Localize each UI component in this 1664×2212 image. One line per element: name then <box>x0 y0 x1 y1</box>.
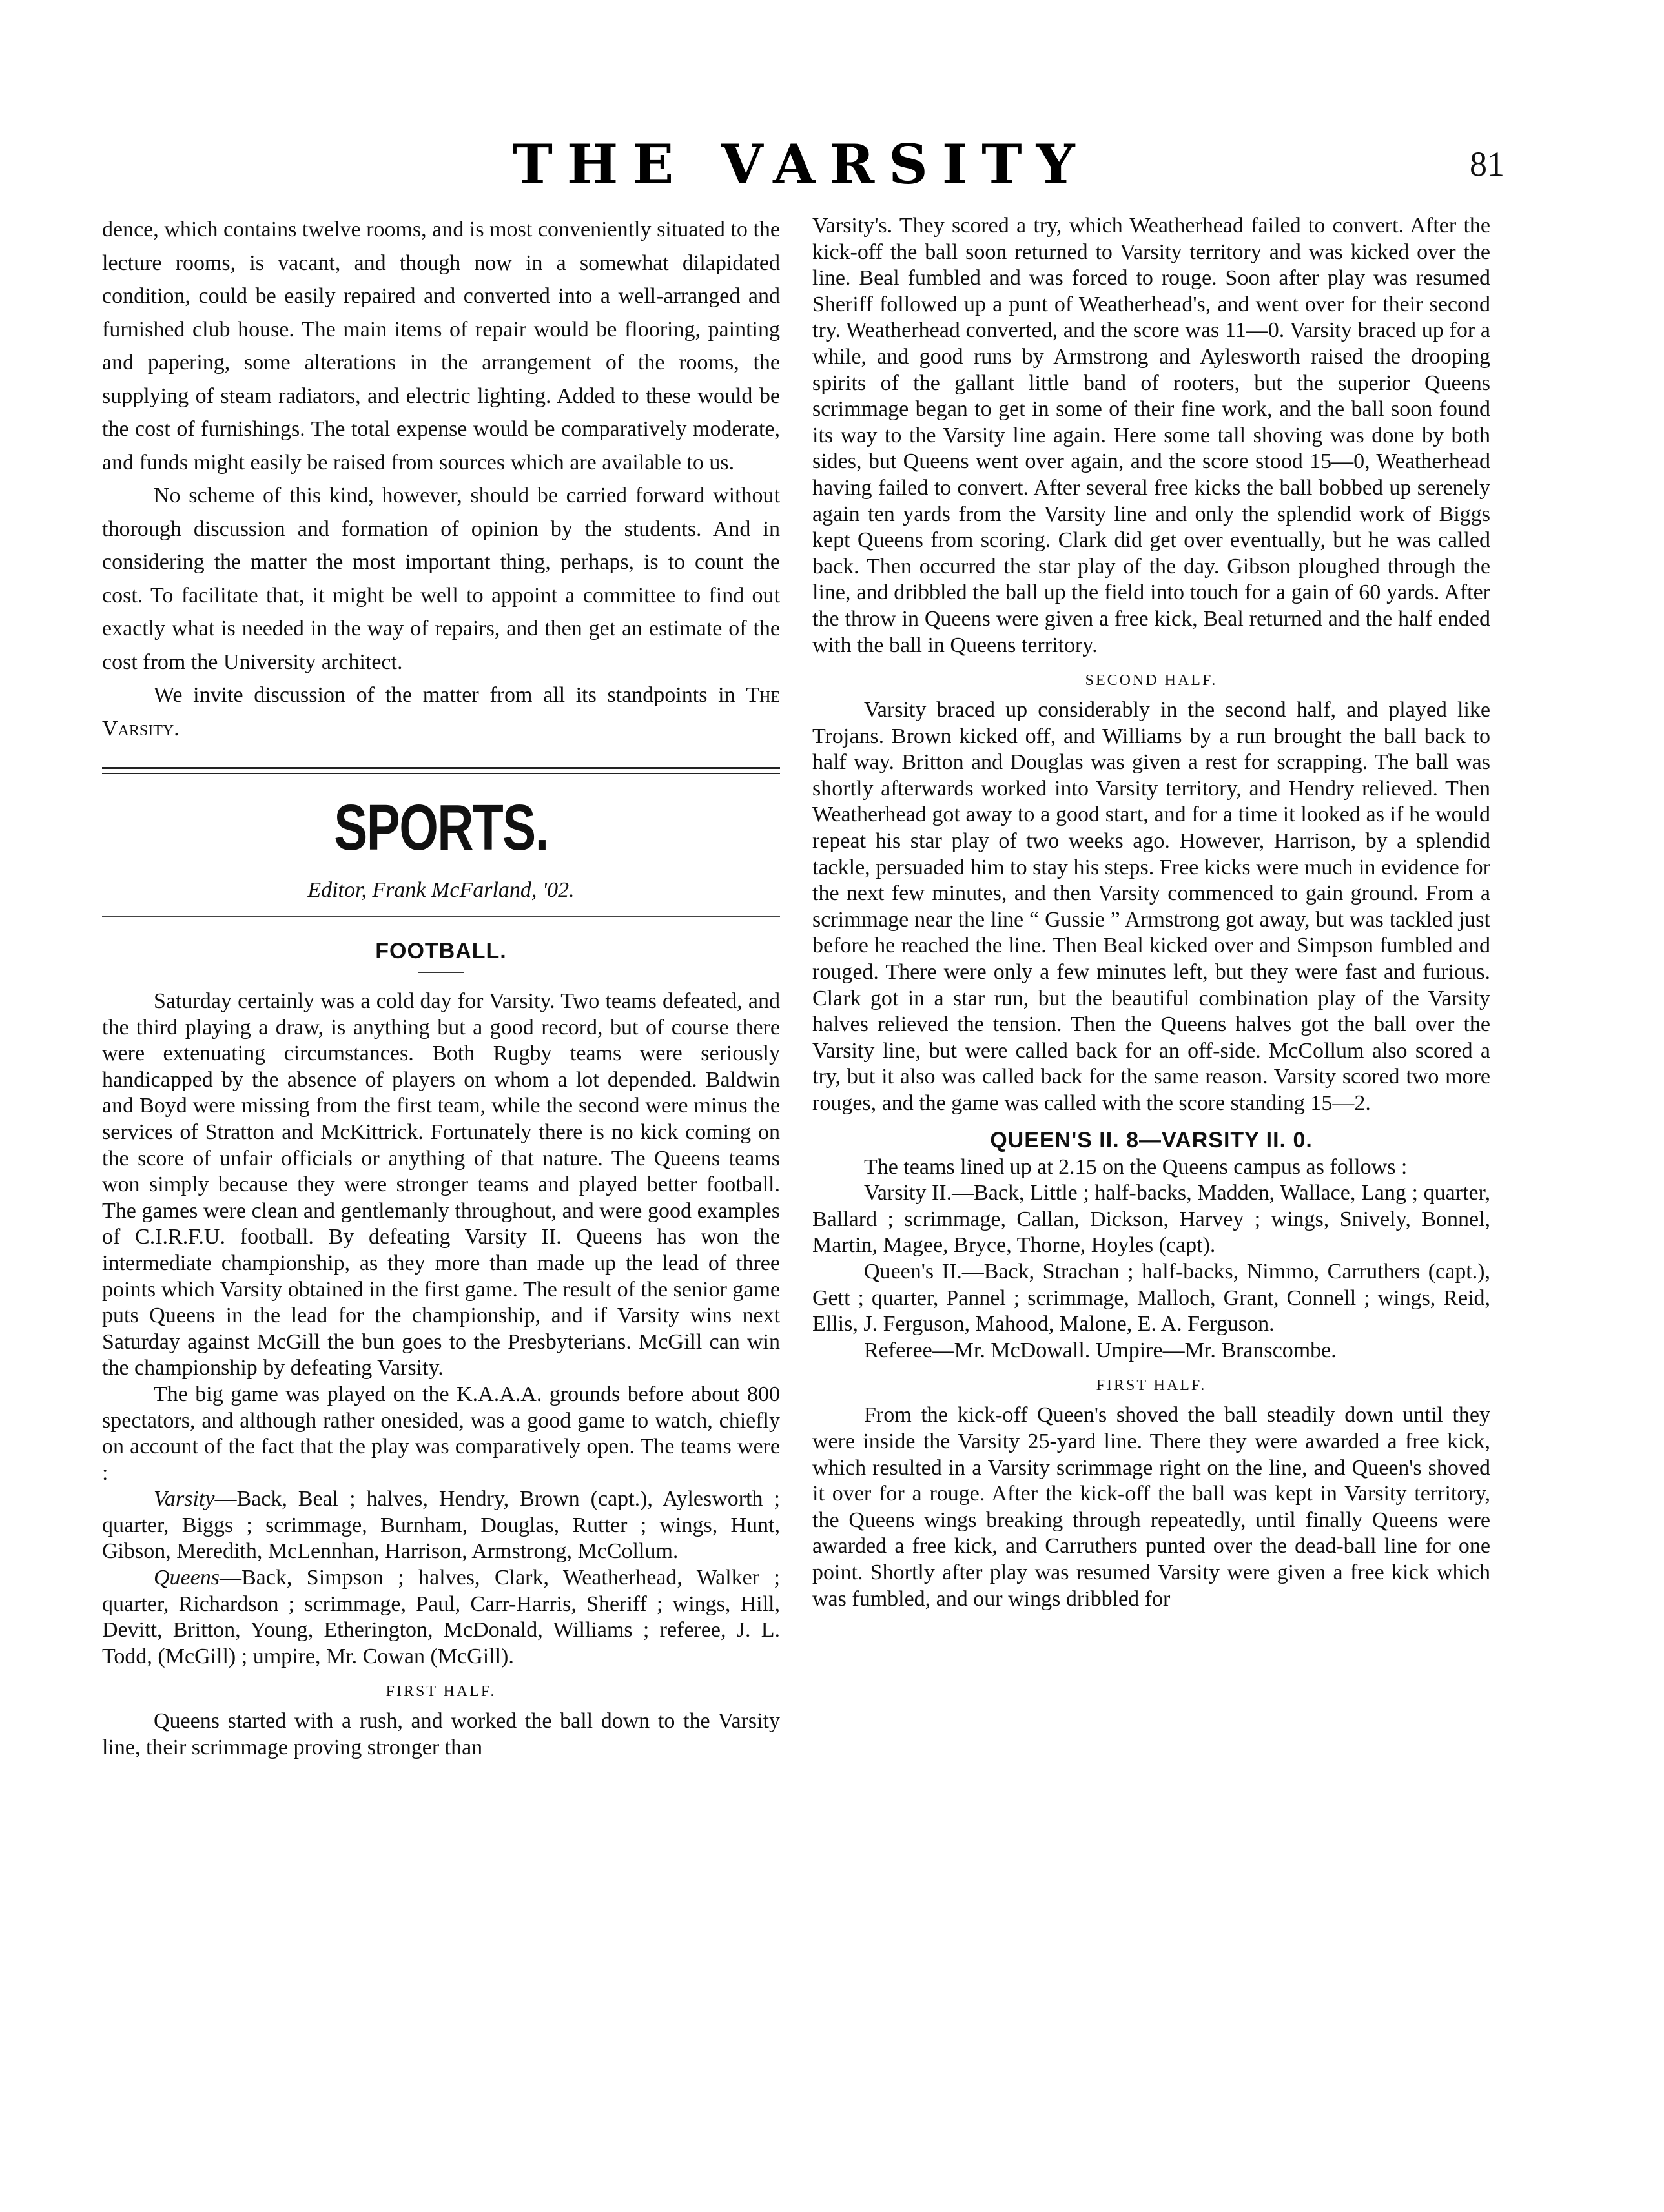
section-divider <box>102 767 780 774</box>
second-half-heading: SECOND HALF. <box>1085 672 1218 690</box>
varsity-label: Varsity <box>154 1487 215 1511</box>
queens-ii-first-half-text: From the kick-off Queen's shoved the ball steadily down until they were inside the Varsity 25-yard line. There they were awarded a free kick, which resulted in a Varsity scrimmage right on the line, and Queen's shoved it over for a rouge. After the kick-off the ball was kept in Varsity territory, the Queens wings breaking through repeatedly, until finally Queens were awarded a free kick, and Carruthers punted over the dead-ball line for one point. Shortly after play was resumed Varsity were given a free kick which was fumbled, and our wings dribbled for <box>812 1403 1490 1611</box>
first-half-heading: FIRST HALF. <box>385 1683 497 1701</box>
right-column <box>812 213 1490 1612</box>
continued-text: Varsity's. They scored a try, which Weatherhead failed to convert. After the kick-off the ball soon returned to Varsity territory and was kicked over the line. Beal fumbled and was forced to rouge. Soon after play was resumed Sheriff followed up a punt of Weatherhead's, and went over for their second try. Weatherhead converted, and the score was 11—0. Varsity braced up for a while, and good runs by Armstrong and Aylesworth raised the drooping spirits of the gallant little band of rooters, but the superior Queens scrimmage began to get in some of their fine work, and the ball soon found its way to the Varsity line again. Here some tall shoving was done by both sides, but Queens went over again, and the score stood 15—0, Weatherhead having failed to convert. After several free kicks the ball bobbed up serenely again ten yards from the Varsity line and only the splendid work of Biggs kept Queens from scoring. Clark did get over eventually, but he was called back. Then occurred the star play of the day. Gibson ploughed through the line, and dribbled the ball up the field into touch for a gain of 60 yards. After the throw in Queens were given a free kick, Beal returned and the half ended with the ball in Queens territory. <box>812 214 1490 657</box>
football-paragraph-2: The big game was played on the K.A.A.A. grounds before about 800 spectators, and although rather onesided, was a good game to watch, chiefly on account of the fact that the play was comparatively open. The teams were : <box>102 1382 780 1485</box>
page-number: 81 <box>1470 145 1505 183</box>
first-half-text: Queens started with a rush, and worked the ball down to the Varsity line, their scrimmage proving stronger than <box>102 1709 780 1760</box>
sports-title: SPORTS. <box>334 792 548 864</box>
invite-paragraph <box>102 679 780 745</box>
varsity-ii-lineup: Varsity II.—Back, Little ; half-backs, Madden, Wallace, Lang ; quarter, Ballard ; scrimmage, Callan, Dickson, Harvey ; wings, Snively, Bonnel, Martin, Magee, Bryce, Thorne, Hoyles (capt). <box>812 1181 1490 1258</box>
left-column <box>102 213 780 1761</box>
queens-lineup-text: —Back, Simpson ; halves, Clark, Weatherhead, Walker ; quarter, Richardson ; scrimmage, Paul, Carr-Harris, Sheriff ; wings, Hill, Devitt, Britton, Young, Etherington, McDonald, Williams ; referee, J. L. Todd, (McGill) ; umpire, Mr. Cowan (McGill). <box>102 1566 780 1668</box>
invite-name: The Varsity <box>102 683 780 741</box>
queens-lineup <box>102 1565 780 1670</box>
editor-line: Editor, Frank McFarland, '02. <box>307 878 575 902</box>
lineup-intro: The teams lined up at 2.15 on the Queens campus as follows : <box>864 1154 1408 1179</box>
football-heading: FOOTBALL. <box>375 939 507 963</box>
intro-paragraph-1: dence, which contains twelve rooms, and is most conveniently situated to the lecture rooms, is vacant, and though now in a somewhat dilapidated condition, could be easily repaired and converted into a well-arranged and furnished club house. The main items of repair would be flooring, painting and papering, some alterations in the arrangement of the rooms, the supplying of steam radiators, and electric lighting. Added to these would be the cost of furnishings. The total expense would be comparatively moderate, and funds might easily be raised from sources which are available to us. <box>102 218 780 475</box>
football-paragraph-1: Saturday certainly was a cold day for Varsity. Two teams defeated, and the third playing a draw, is anything but a good record, but of course there were extenuating circumstances. Both Rugby teams were seriously handicapped by the absence of players on whom a lot depended. Baldwin and Boyd were missing from the first team, while the second were minus the services of Stratton and McKittrick. Fortunately there is no kick coming on the score of unfair officials or anything of that nature. The Queens teams won simply because they were stronger teams and played better football. The games were clean and gentlemanly throughout, and were good examples of C.I.R.F.U. football. By defeating Varsity II. Queens has won the intermediate championship, as they more than made up the lead of three points which Varsity obtained in the first game. The result of the senior game puts Queens in the lead for the championship, and if Varsity wins next Saturday against McGill the bun goes to the Presbyterians. McGill can win the championship by defeating Varsity. <box>102 989 780 1380</box>
queens-ii-lineup: Queen's II.—Back, Strachan ; half-backs, Nimmo, Carruthers (capt.), Gett ; quarter, Pannel ; scrimmage, Malloch, Grant, Connell ; wings, Reid, Ellis, J. Ferguson, Mahood, Malone, E. A. Ferguson. <box>812 1259 1490 1336</box>
masthead <box>97 132 1505 203</box>
varsity-lineup <box>102 1486 780 1565</box>
varsity-lineup-text: —Back, Beal ; halves, Hendry, Brown (capt.), Aylesworth ; quarter, Biggs ; scrimmage, Burnham, Douglas, Rutter ; wings, Hunt, Gibson, Meredith, McLennhan, Harrison, Armstrong, McCollum. <box>102 1487 780 1564</box>
officials: Referee—Mr. McDowall. Umpire—Mr. Branscombe. <box>864 1338 1337 1362</box>
queens-ii-first-half-heading: FIRST HALF. <box>1096 1377 1207 1395</box>
invite-text: We invite discussion of the matter from all its standpoints in <box>154 683 746 707</box>
queens-ii-heading: QUEEN'S II. 8—VARSITY II. 0. <box>990 1127 1313 1152</box>
editor-divider <box>102 916 780 917</box>
masthead-title: THE VARSITY <box>512 132 1089 196</box>
intro-paragraph-2: No scheme of this kind, however, should be carried forward without thorough discussion and formation of opinion by the students. And in considering the matter the most important thing, perhaps, is to count the cost. To facilitate that, it might be well to appoint a committee to find out exactly what is needed in the way of repairs, and then get an estimate of the cost from the University architect. <box>102 484 780 674</box>
queens-label: Queens <box>154 1566 220 1590</box>
invite-end: . <box>174 716 180 741</box>
second-half-text: Varsity braced up considerably in the second half, and played like Trojans. Brown kicked off, and Williams by a run brought the ball back to half way. Britton and Douglas was given a rest for scrapping. The ball was shortly afterwards worked into Varsity territory, and Hendry relieved. Then Weatherhead got away to a good start, and for a time it looked as if he would repeat his star play of two weeks ago. However, Harrison, by a splendid tackle, persuaded him to stay his steps. Free kicks were much in evidence for the next few minutes, and then Varsity commenced to gain ground. From a scrimmage near the line “ Gussie ” Armstrong got away, but was tackled just before he reached the line. Then Beal kicked over and Simpson fumbled and rouged. There were only a few minutes left, but they were fast and furious. Clark got in a star run, but the beautiful combination play of the Varsity halves relieved the tension. Then the Queens halves got the ball over the Varsity line, but were called back for an off-side. McCollum also scored a try, but it also was called back for the same reason. Varsity scored two more rouges, and the game was called with the score standing 15—2. <box>812 698 1490 1115</box>
football-rule <box>418 972 464 973</box>
